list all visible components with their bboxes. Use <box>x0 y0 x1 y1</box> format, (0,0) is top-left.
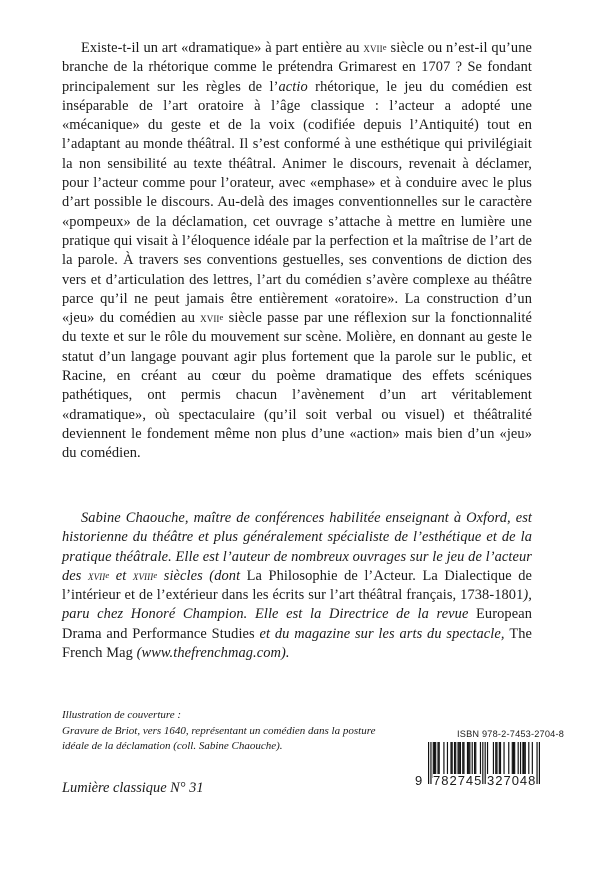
isbn-label: ISBN 978-2-7453-2704-8 <box>457 729 565 739</box>
summary-text: rhétorique, le jeu du comédien est inséparable de l’art oratoire à l’âge classique : l’acteur a adopté une «mécanique» du geste et de la voix (codifiée depuis l’Antiquité) tout en l’adaptant au monde théâtral. Il s’est conformé à une esthétique qui privilégiait la non sensibilité au texte théâtral. Animer le discours, revenait à déclamer, pour l’acteur comme pour l’orateur, avec «emphase» et à conduire avec le plus d’art possible le discours. Au-delà des images conventionnelles sur le caractère «pompeux» de la déclamation, cet ouvrage s’attache à mettre en lumière une pratique qui visait à l’éloquence idéale par la perfection et la maîtrise de l’art de la parole. À travers ses conventions gestuelles, ses conventions de diction des vers et d’articulation des lettres, l’art du comédien s’avère complexe au théâtre parce qu’il ne peut jamais être entièrement «oratoire». La construction d’un «jeu» du comédien au <box>62 78 532 327</box>
term-actio: actio <box>278 78 308 95</box>
century-numeral: xviii <box>132 568 154 583</box>
barcode-bar <box>428 742 429 784</box>
barcode-bar <box>482 742 483 784</box>
bio-text: et du magazine sur les arts du spectacle, <box>254 625 510 642</box>
summary-paragraph <box>62 39 532 464</box>
ean-right-group: 327048 <box>487 773 537 788</box>
barcode-bar <box>485 742 486 784</box>
author-bio <box>62 509 532 663</box>
ordinal-suffix: e <box>153 570 158 581</box>
summary-text: Existe-t-il un art «dramatique» à part entière au <box>81 40 364 56</box>
back-cover-summary <box>62 39 532 464</box>
barcode-bar <box>430 742 431 784</box>
credit-text: Gravure de Briot, vers 1640, représentant un comédien dans la posture idéale de la déclamation (coll. Sabine Chaouche). <box>62 724 376 752</box>
credit-heading: Illustration de couverture : <box>62 709 182 721</box>
book-title: La Philosophie de l’Acteur. La Dialectique de l’intérieur et de l’extérieur dans les écrits sur l’art théâtral français, 1738-1801 <box>62 567 533 604</box>
summary-text: siècle passe par une réflexion sur la fonctionnalité du texte et sur le rôle du mouvement sur scène. Molière, en donnant au geste le statut d’un langage pouvant agir plus fortement que la parole sur le public, et Racine, en créant au cœur du poème dramatique des effets scéniques pathétiques, ont permis chacun l’avènement d’un art véritablement «dramatique», où spectaculaire (qu’il soit verbal ou visuel) et théâtralité deviennent le fondement même non plus d’une «action» mais bien d’un «jeu» du comédien. <box>62 310 533 462</box>
bio-text: et <box>109 567 133 584</box>
bio-text: Sabine Chaouche, maître de conférences habilitée enseignant à Oxford, est historienne du théâtre et plus généralement spécialiste de l’esthétique et de la pratique théâtrale. Elle est l’auteur de nombreux ouvrages sur le jeu de l’acteur des <box>62 510 532 584</box>
ean-first-digit: 9 <box>415 773 424 788</box>
ordinal-suffix: e <box>382 42 387 53</box>
cover-illustration-credit <box>62 708 392 755</box>
isbn-barcode <box>415 729 565 792</box>
barcode-bar <box>539 742 540 784</box>
series-label: Lumière classique N° 31 <box>62 780 204 796</box>
author-bio-paragraph <box>62 509 532 663</box>
ean-left-group: 782745 <box>433 773 483 788</box>
century-numeral: xvii <box>200 311 220 326</box>
summary-text: siècle ou n’est-il qu’une branche de la rhétorique comme le prétendra Grimarest en 1707 ? Se fondant principalement sur les règles de l’ <box>62 40 532 95</box>
bio-text: siècles (dont <box>157 567 247 584</box>
barcode-bar <box>536 742 537 784</box>
magazine-url: (www.thefrenchmag.com). <box>132 645 290 662</box>
ordinal-suffix: e <box>219 312 224 323</box>
ordinal-suffix: e <box>105 570 110 581</box>
century-numeral: xvii <box>363 41 383 55</box>
magazine-title: The French Mag <box>62 625 532 662</box>
journal-title: European Drama and Performance Studies <box>62 606 532 642</box>
bio-text: ), paru chez Honoré Champion. Elle est la Directrice de la revue <box>62 587 532 623</box>
century-numeral: xvii <box>87 568 106 583</box>
